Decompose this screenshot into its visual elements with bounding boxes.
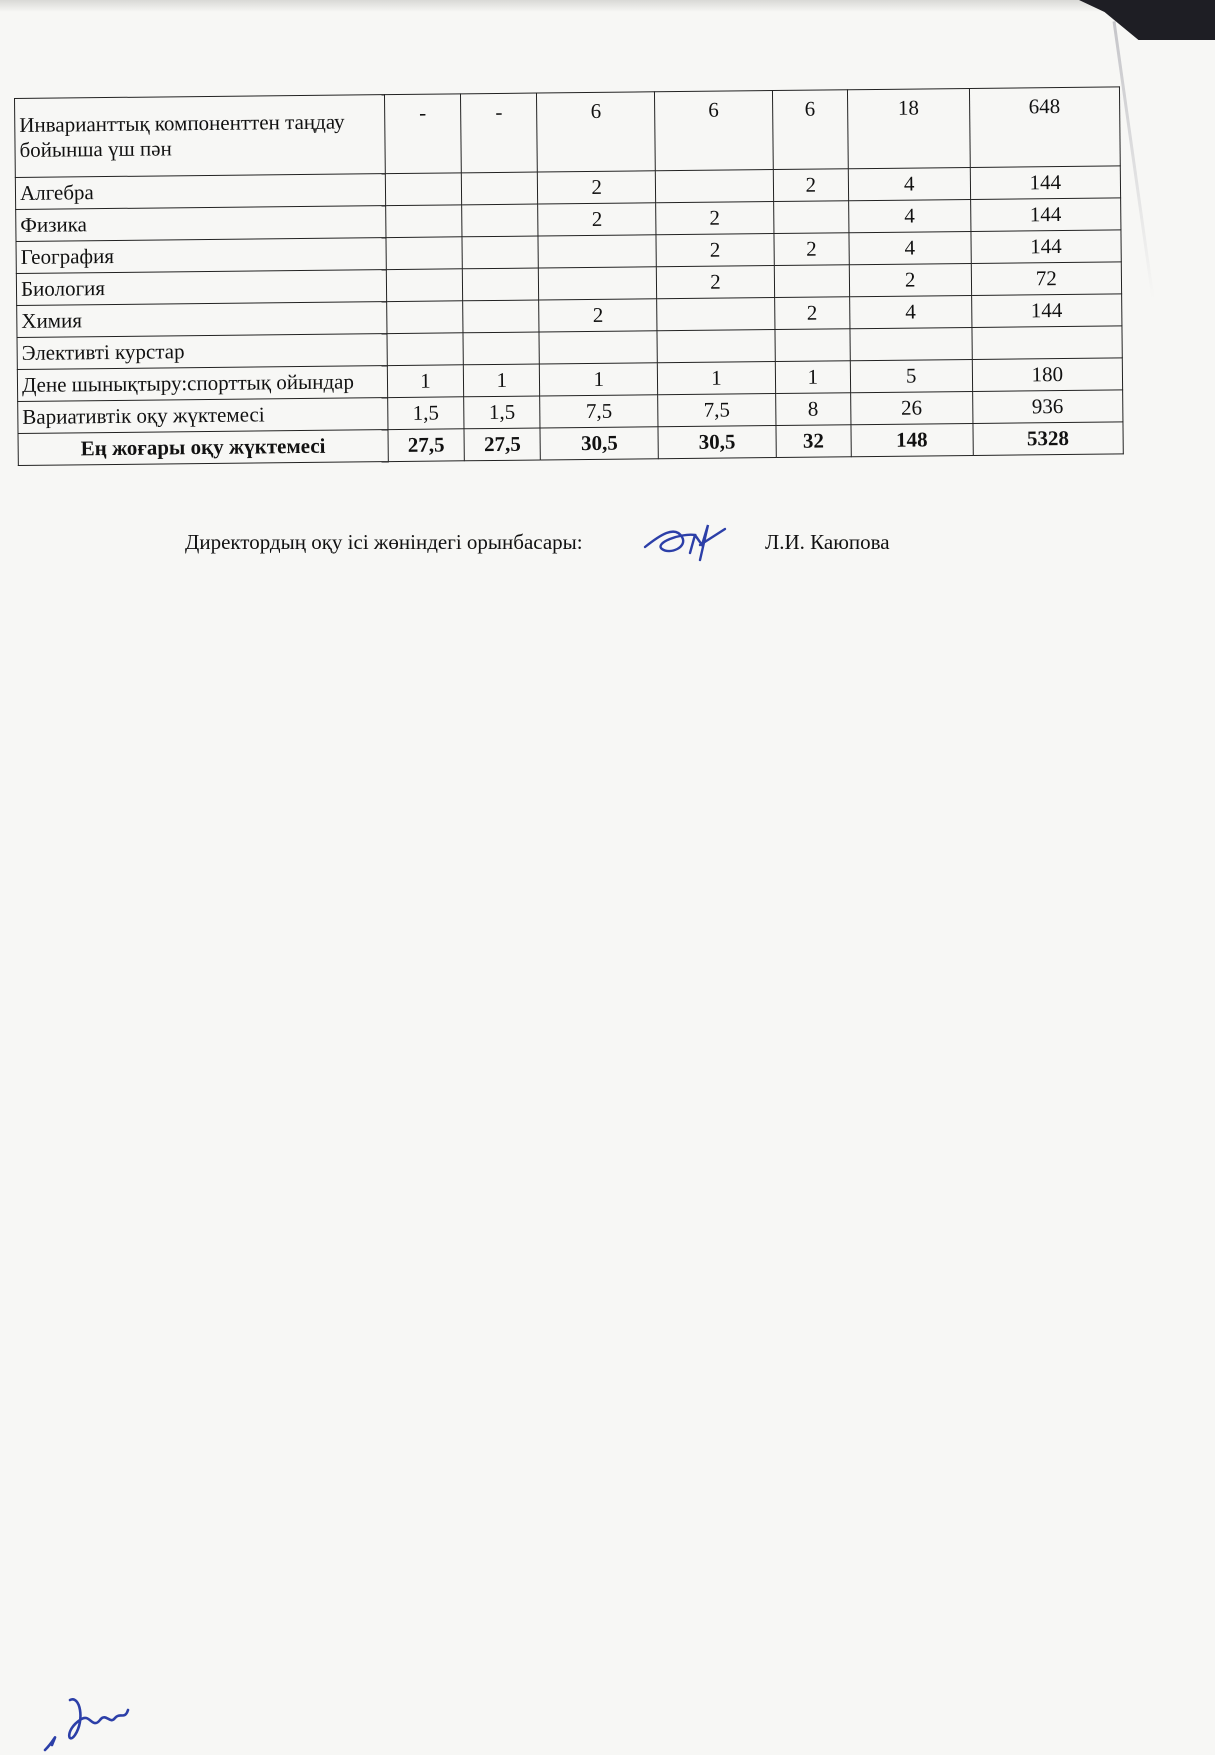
value-cell: [773, 201, 848, 234]
value-cell: [385, 205, 462, 238]
subject-cell: Ең жоғары оқу жүктемесі: [18, 430, 388, 466]
hours-cell: 936: [972, 390, 1123, 424]
subject-cell: Физика: [16, 206, 386, 242]
total-cell: 26: [850, 391, 972, 424]
value-cell: 2: [656, 202, 774, 235]
value-cell: [386, 269, 463, 302]
value-cell: 2: [538, 203, 656, 236]
table-row: [15, 87, 1121, 178]
value-cell: 8: [775, 393, 850, 426]
value-cell: 30,5: [658, 426, 776, 459]
subject-cell: Вариативтік оқу жүктемесі: [18, 398, 388, 434]
value-cell: 32: [776, 425, 851, 458]
bottom-signature-icon: [40, 1690, 150, 1755]
value-cell: 1: [775, 361, 850, 394]
subject-cell: География: [16, 238, 386, 274]
value-cell: [775, 329, 850, 362]
value-cell: [774, 265, 849, 298]
curriculum-table: [14, 86, 1124, 466]
hours-cell: 72: [971, 262, 1122, 296]
value-cell: [386, 237, 463, 270]
hours-cell: 144: [970, 166, 1121, 200]
subject-cell: Химия: [17, 302, 387, 338]
total-cell: 148: [851, 423, 973, 456]
value-cell: 6: [655, 91, 773, 171]
hours-cell: 648: [969, 87, 1120, 168]
value-cell: 7,5: [658, 394, 776, 427]
value-cell: [387, 333, 464, 366]
total-cell: 2: [849, 263, 971, 296]
value-cell: 1,5: [387, 397, 464, 430]
table-body: [15, 87, 1124, 466]
hours-cell: 5328: [973, 422, 1124, 456]
total-cell: 18: [847, 88, 970, 168]
value-cell: 2: [773, 169, 848, 202]
subject-cell: Инварианттық компоненттен таңдау бойынша үш пән: [15, 95, 386, 178]
value-cell: 2: [539, 299, 657, 332]
value-cell: 30,5: [540, 427, 658, 460]
value-cell: 1: [540, 363, 658, 396]
value-cell: 2: [774, 233, 849, 266]
value-cell: -: [384, 94, 461, 174]
top-shadow: [0, 0, 1215, 12]
value-cell: 7,5: [540, 395, 658, 428]
value-cell: [462, 204, 539, 237]
hours-cell: [972, 326, 1123, 360]
value-cell: [462, 236, 539, 269]
value-cell: [463, 300, 540, 333]
value-cell: [538, 235, 656, 268]
value-cell: 2: [656, 266, 774, 299]
value-cell: [539, 331, 657, 364]
value-cell: 1: [657, 362, 775, 395]
value-cell: 1: [463, 364, 540, 397]
hours-cell: 144: [971, 230, 1122, 264]
value-cell: -: [461, 93, 538, 173]
hours-cell: 144: [971, 294, 1122, 328]
footer-position: Директордың оқу ісі жөніндегі орынбасары:: [185, 530, 583, 554]
value-cell: 1,5: [464, 396, 541, 429]
value-cell: [657, 298, 775, 331]
value-cell: [385, 173, 462, 206]
subject-cell: Биология: [16, 270, 386, 306]
value-cell: [539, 267, 657, 300]
total-cell: 4: [848, 167, 970, 200]
value-cell: 27,5: [464, 428, 541, 461]
subject-cell: Алгебра: [15, 174, 385, 210]
value-cell: [463, 332, 540, 365]
value-cell: [657, 330, 775, 363]
total-cell: 5: [850, 359, 972, 392]
value-cell: [386, 301, 463, 334]
value-cell: 2: [538, 171, 656, 204]
value-cell: 27,5: [388, 429, 465, 462]
value-cell: [461, 172, 538, 205]
hours-cell: 144: [970, 198, 1121, 232]
total-cell: 4: [849, 295, 971, 328]
value-cell: 1: [387, 365, 464, 398]
total-cell: [850, 327, 972, 360]
value-cell: 2: [656, 234, 774, 267]
subject-cell: Элективті курстар: [17, 334, 387, 370]
total-cell: 4: [849, 231, 971, 264]
signature-icon: [640, 515, 730, 565]
value-cell: 2: [774, 297, 849, 330]
value-cell: [462, 268, 539, 301]
hours-cell: 180: [972, 358, 1123, 392]
value-cell: 6: [537, 92, 655, 172]
value-cell: [655, 170, 773, 203]
subject-cell: Дене шынықтыру:спорттық ойындар: [17, 366, 387, 402]
value-cell: 6: [772, 90, 848, 170]
signatory-name: Л.И. Каюпова: [765, 530, 890, 554]
total-cell: 4: [848, 199, 970, 232]
